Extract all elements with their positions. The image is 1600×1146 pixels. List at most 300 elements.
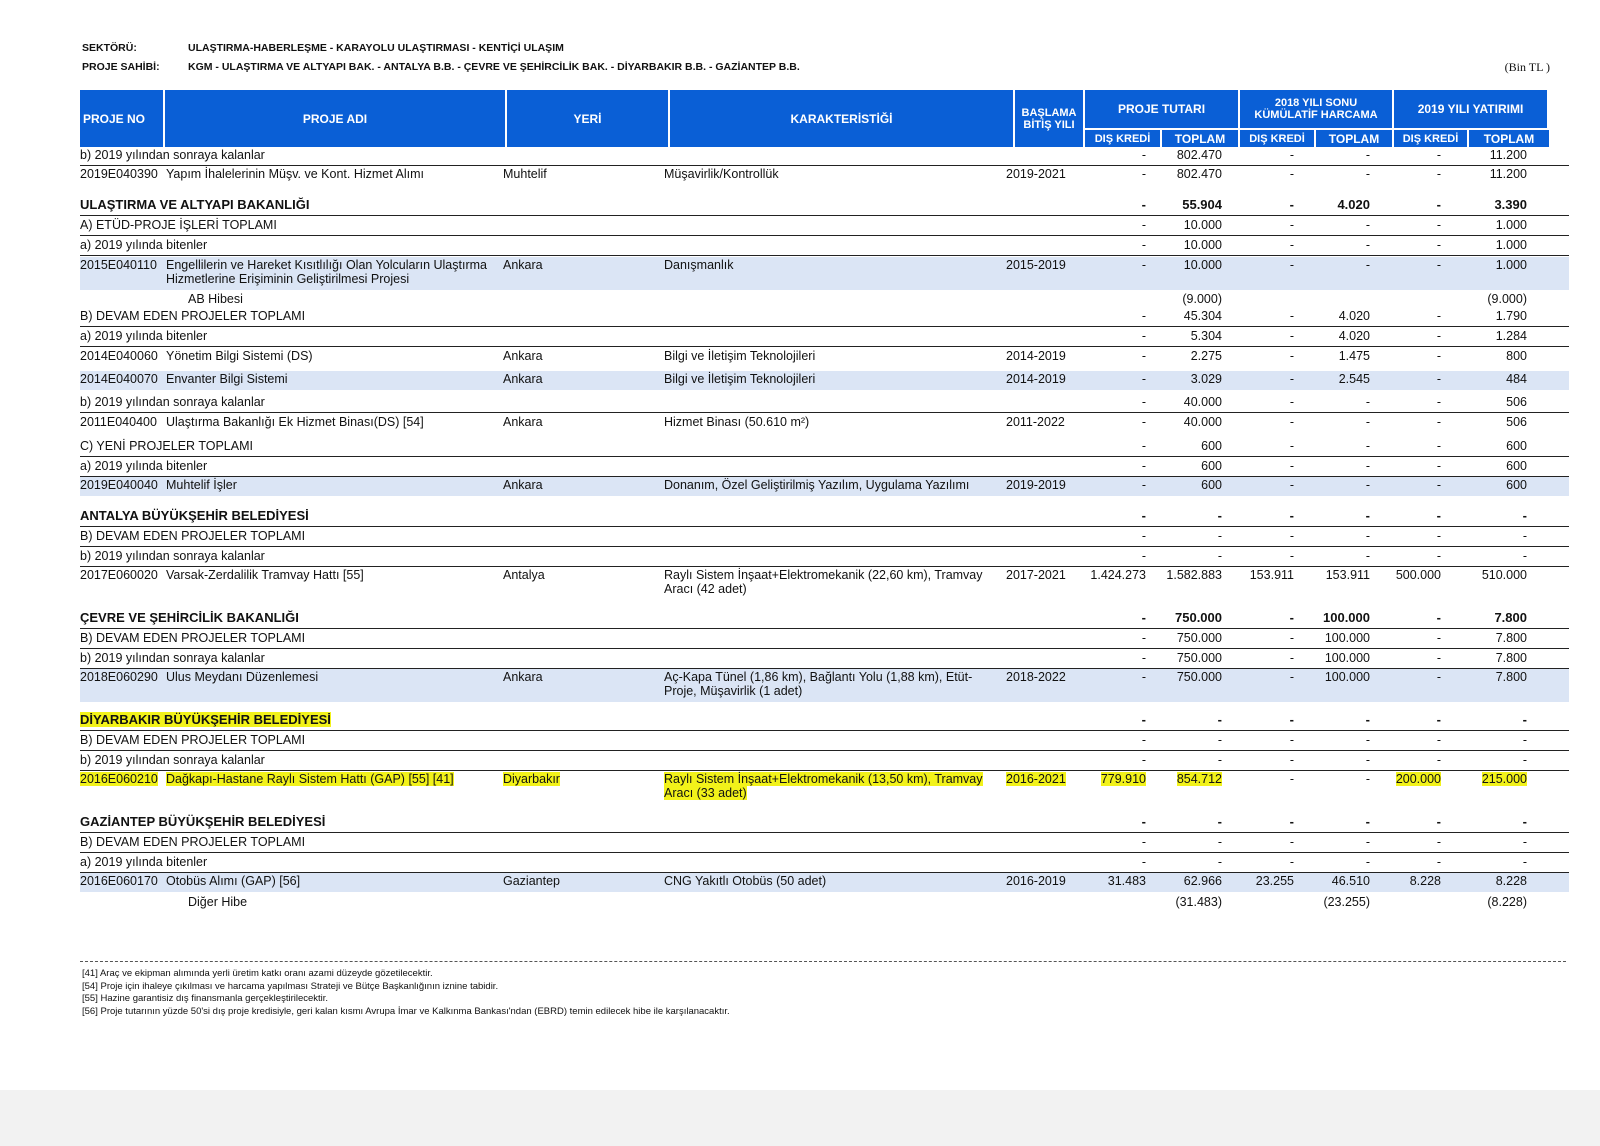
- project-characteristic: Hizmet Binası (50.610 m²): [664, 415, 810, 429]
- value-cell: 11.200: [1489, 167, 1527, 181]
- group-label: b) 2019 yılından sonraya kalanlar: [80, 549, 265, 563]
- value-cell: 3.390: [1494, 197, 1527, 212]
- value-cell: -: [1365, 395, 1370, 409]
- value-cell: -: [1365, 772, 1370, 786]
- value-cell: 1.475: [1338, 349, 1370, 363]
- owner-label: PROJE SAHİBİ:: [82, 61, 160, 73]
- value-cell: -: [1436, 238, 1441, 252]
- project-location: Muhtelif: [503, 167, 547, 181]
- sub-label: Diğer Hibe: [188, 895, 248, 909]
- group-label: a) 2019 yılında bitenler: [80, 329, 208, 343]
- project-characteristic: CNG Yakıtlı Otobüs (50 adet): [664, 874, 827, 888]
- value-cell: -: [1522, 733, 1527, 747]
- value-cell: 750.000: [1176, 631, 1222, 645]
- value-cell: -: [1522, 814, 1527, 829]
- project-name: Ulaştırma Bakanlığı Ek Hizmet Binası(DS) [54]: [166, 415, 424, 429]
- project-years: 2016-2019: [1006, 874, 1066, 888]
- project-no: 2014E040070: [80, 372, 158, 386]
- value-cell: -: [1141, 459, 1146, 473]
- value-cell: 4.020: [1338, 309, 1370, 323]
- value-cell: -: [1436, 733, 1441, 747]
- project-name: Ulus Meydanı Düzenlemesi: [166, 670, 319, 684]
- value-cell: 1.000: [1495, 258, 1527, 272]
- value-cell: -: [1522, 529, 1527, 543]
- value-cell: -: [1217, 529, 1222, 543]
- project-characteristic: Bilgi ve İletişim Teknolojileri: [664, 372, 816, 386]
- value-cell: -: [1436, 835, 1441, 849]
- value-cell: 802.470: [1176, 167, 1222, 181]
- value-cell: 506: [1506, 395, 1527, 409]
- page-bottom-band: [0, 1090, 1600, 1146]
- col-proje-no: PROJE NO: [80, 90, 165, 147]
- project-years: 2019-2021: [1006, 167, 1066, 181]
- value-cell: -: [1289, 549, 1294, 563]
- value-cell: -: [1217, 733, 1222, 747]
- value-cell: -: [1141, 814, 1146, 829]
- group-label: b) 2019 yılından sonraya kalanlar: [80, 395, 265, 409]
- value-cell: 153.911: [1325, 568, 1370, 582]
- table-row: [80, 166, 1569, 185]
- project-years: 2015-2019: [1006, 258, 1066, 272]
- value-cell: 10.000: [1183, 258, 1222, 272]
- value-cell: -: [1436, 218, 1441, 232]
- project-years: 2014-2019: [1006, 349, 1066, 363]
- value-cell: -: [1289, 415, 1294, 429]
- value-cell: 5.304: [1190, 329, 1222, 343]
- value-cell: -: [1141, 148, 1146, 162]
- value-cell: 750.000: [1176, 670, 1222, 684]
- value-cell: 4.020: [1338, 329, 1370, 343]
- value-cell: 2.275: [1190, 349, 1222, 363]
- table-row: [80, 308, 1569, 327]
- value-cell: 7.800: [1494, 610, 1527, 625]
- value-cell: -: [1365, 167, 1370, 181]
- project-name: Engellilerin ve Hareket Kısıtlılığı Olan Yolcuların Ulaştırma Hizmetlerine Erişiminin Geliştirilmesi Projesi: [166, 258, 487, 286]
- project-location: Ankara: [503, 670, 543, 684]
- section-title: GAZİANTEP BÜYÜKŞEHİR BELEDİYESİ: [80, 814, 326, 829]
- value-cell: 750.000: [1176, 651, 1222, 665]
- value-cell: 7.800: [1495, 670, 1527, 684]
- value-cell: -: [1522, 712, 1527, 727]
- value-cell: -: [1522, 508, 1527, 523]
- project-location: Ankara: [503, 349, 543, 363]
- table-row: [80, 752, 1569, 771]
- group-label: b) 2019 yılından sonraya kalanlar: [80, 651, 265, 665]
- group-label: B) DEVAM EDEN PROJELER TOPLAMI: [80, 309, 306, 323]
- group-label: b) 2019 yılından sonraya kalanlar: [80, 148, 265, 162]
- value-cell: 779.910: [1100, 772, 1146, 786]
- value-cell: -: [1217, 814, 1222, 829]
- group-label: C) YENİ PROJELER TOPLAMI: [80, 439, 253, 453]
- project-characteristic: Müşavirlik/Kontrollük: [664, 167, 779, 181]
- value-cell: -: [1436, 439, 1441, 453]
- table-row: [80, 477, 1569, 496]
- project-location: Diyarbakır: [503, 772, 560, 786]
- value-cell: -: [1436, 329, 1441, 343]
- value-cell: -: [1436, 395, 1441, 409]
- owner-value: KGM - ULAŞTIRMA VE ALTYAPI BAK. - ANTALYA B.B. - ÇEVRE VE ŞEHİRCİLİK BAK. - DİYARBAKIR B.B. - GAZİANTEP B.B.: [188, 61, 800, 73]
- value-cell: 2.545: [1338, 372, 1370, 386]
- table-row: [80, 650, 1569, 669]
- value-cell: -: [1436, 610, 1441, 625]
- value-cell: -: [1436, 372, 1441, 386]
- value-cell: -: [1141, 835, 1146, 849]
- footnote-54: [54] Proje için ihaleye çıkılması ve harcama yapılması Strateji ve Bütçe Başkanlığının iznine tabidir.: [82, 980, 499, 992]
- value-cell: -: [1289, 459, 1294, 473]
- value-cell: -: [1141, 349, 1146, 363]
- value-cell: 4.020: [1337, 197, 1370, 212]
- value-cell: -: [1436, 415, 1441, 429]
- value-cell: 8.228: [1409, 874, 1441, 888]
- value-cell: 7.800: [1495, 631, 1527, 645]
- value-cell: -: [1289, 529, 1294, 543]
- value-cell: -: [1141, 218, 1146, 232]
- value-cell: -: [1289, 218, 1294, 232]
- value-cell: -: [1289, 772, 1294, 786]
- col-proje-tutari: PROJE TUTARI: [1085, 90, 1240, 128]
- group-label: a) 2019 yılında bitenler: [80, 459, 208, 473]
- value-cell: -: [1289, 238, 1294, 252]
- value-cell: -: [1436, 855, 1441, 869]
- value-cell: 500.000: [1395, 568, 1441, 582]
- project-characteristic: Aç-Kapa Tünel (1,86 km), Bağlantı Yolu (1,88 km), Etüt-Proje, Müşavirlik (1 adet): [664, 670, 973, 698]
- table-row: [80, 237, 1569, 256]
- table-header: [80, 90, 1549, 147]
- value-cell: 7.800: [1495, 651, 1527, 665]
- value-cell: 750.000: [1175, 610, 1222, 625]
- project-location: Ankara: [503, 478, 543, 492]
- value-cell: -: [1365, 835, 1370, 849]
- footnote-56: [56] Proje tutarının yüzde 50'si dış proje kredisiyle, geri kalan kısmı Avrupa İmar ve Kalkınma Bankası'ndan (EBRD) temin edilecek hibe ile karşılanacaktır.: [82, 1005, 730, 1017]
- footnote-41: [41] Araç ve ekipman alımında yerli üretim katkı oranı azami düzeyde gözetilecektir.: [82, 968, 433, 979]
- col-harcama-toplam: TOPLAM: [1316, 128, 1394, 147]
- value-cell: -: [1289, 148, 1294, 162]
- value-cell: -: [1365, 478, 1370, 492]
- value-cell: -: [1436, 478, 1441, 492]
- value-cell: -: [1365, 238, 1370, 252]
- project-no: 2016E060210: [80, 772, 158, 786]
- value-cell: -: [1217, 549, 1222, 563]
- project-name: Muhtelif İşler: [166, 478, 237, 492]
- group-label: a) 2019 yılında bitenler: [80, 855, 208, 869]
- project-years: 2019-2019: [1006, 478, 1066, 492]
- table-row: [80, 147, 1569, 166]
- value-cell: -: [1141, 529, 1146, 543]
- value-cell: -: [1141, 733, 1146, 747]
- value-cell: 600: [1506, 459, 1527, 473]
- value-cell: 506: [1506, 415, 1527, 429]
- value-cell: 100.000: [1324, 651, 1370, 665]
- project-characteristic: Donanım, Özel Geliştirilmiş Yazılım, Uygulama Yazılımı: [664, 478, 970, 492]
- col-harcama-dis-kredi: DIŞ KREDİ: [1240, 128, 1316, 147]
- project-location: Antalya: [503, 568, 545, 582]
- value-cell: -: [1289, 651, 1294, 665]
- table-row: [80, 348, 1569, 367]
- value-cell: 215.000: [1481, 772, 1527, 786]
- value-cell: -: [1365, 148, 1370, 162]
- value-cell: -: [1141, 855, 1146, 869]
- value-cell: 600: [1506, 478, 1527, 492]
- value-cell: -: [1365, 549, 1370, 563]
- project-name: Envanter Bilgi Sistemi: [166, 372, 288, 386]
- value-cell: 100.000: [1324, 670, 1370, 684]
- section-title: ANTALYA BÜYÜKŞEHİR BELEDİYESİ: [80, 508, 309, 523]
- table-row: [80, 732, 1569, 751]
- value-cell: 3.029: [1190, 372, 1222, 386]
- value-cell: -: [1141, 712, 1146, 727]
- value-cell: -: [1365, 508, 1370, 523]
- table-row: [80, 438, 1569, 457]
- table-row: [80, 854, 1569, 873]
- table-row: [80, 528, 1569, 547]
- value-cell: -: [1522, 549, 1527, 563]
- value-cell: -: [1141, 372, 1146, 386]
- value-cell: -: [1289, 329, 1294, 343]
- value-cell: -: [1436, 309, 1441, 323]
- owner-line: [82, 61, 800, 73]
- value-cell: -: [1522, 753, 1527, 767]
- table-row: [80, 328, 1569, 347]
- value-cell: 1.284: [1495, 329, 1527, 343]
- section-title: ÇEVRE VE ŞEHİRCİLİK BAKANLIĞI: [80, 610, 299, 625]
- value-cell: -: [1289, 197, 1294, 212]
- col-yatirim: 2019 YILI YATIRIMI: [1394, 90, 1549, 128]
- unit-label: (Bin TL ): [1504, 60, 1550, 74]
- value-cell: 600: [1201, 459, 1222, 473]
- value-cell: -: [1436, 651, 1441, 665]
- value-cell: -: [1436, 529, 1441, 543]
- value-cell: -: [1436, 167, 1441, 181]
- project-no: 2016E060170: [80, 874, 158, 888]
- project-no: 2015E040110: [80, 258, 157, 272]
- value-cell: 153.911: [1249, 568, 1294, 582]
- value-cell: -: [1141, 439, 1146, 453]
- value-cell: 23.255: [1255, 874, 1294, 888]
- value-cell: -: [1289, 258, 1294, 272]
- value-cell: -: [1289, 395, 1294, 409]
- project-location: Ankara: [503, 258, 543, 272]
- col-proje-adi: PROJE ADI: [165, 90, 507, 147]
- value-cell: 100.000: [1324, 631, 1370, 645]
- value-cell: -: [1289, 835, 1294, 849]
- project-years: 2018-2022: [1006, 670, 1066, 684]
- value-cell: -: [1289, 814, 1294, 829]
- value-cell: 1.000: [1495, 218, 1527, 232]
- project-location: Ankara: [503, 372, 543, 386]
- table-row: [80, 414, 1569, 433]
- value-cell: -: [1141, 610, 1146, 625]
- value-cell: -: [1436, 148, 1441, 162]
- value-cell: -: [1365, 258, 1370, 272]
- project-no: 2018E060290: [80, 670, 158, 684]
- value-cell: (8.228): [1487, 895, 1527, 909]
- value-cell: 62.966: [1183, 874, 1222, 888]
- table-row: [80, 610, 1569, 629]
- value-cell: (9.000): [1182, 292, 1222, 306]
- project-no: 2019E040390: [80, 167, 158, 181]
- value-cell: -: [1365, 814, 1370, 829]
- value-cell: -: [1289, 439, 1294, 453]
- value-cell: 1.582.883: [1166, 568, 1222, 582]
- value-cell: 600: [1201, 478, 1222, 492]
- footnote-55: [55] Hazine garantisiz dış finansmanla gerçekleştirilecektir.: [82, 993, 329, 1004]
- project-name: Yönetim Bilgi Sistemi (DS): [166, 349, 313, 363]
- footnote-divider: [80, 961, 1566, 962]
- value-cell: -: [1289, 712, 1294, 727]
- value-cell: -: [1289, 167, 1294, 181]
- value-cell: -: [1217, 508, 1222, 523]
- value-cell: -: [1141, 478, 1146, 492]
- value-cell: -: [1436, 631, 1441, 645]
- table-row: [80, 394, 1569, 413]
- value-cell: -: [1436, 814, 1441, 829]
- table-row: [80, 771, 1569, 804]
- value-cell: -: [1436, 670, 1441, 684]
- value-cell: 510.000: [1481, 568, 1527, 582]
- value-cell: 8.228: [1495, 874, 1527, 888]
- value-cell: -: [1365, 439, 1370, 453]
- project-no: 2017E060020: [80, 568, 158, 582]
- value-cell: -: [1217, 835, 1222, 849]
- value-cell: -: [1289, 733, 1294, 747]
- group-label: B) DEVAM EDEN PROJELER TOPLAMI: [80, 631, 306, 645]
- value-cell: -: [1141, 167, 1146, 181]
- project-no: 2014E040060: [80, 349, 158, 363]
- project-years: 2017-2021: [1006, 568, 1066, 582]
- value-cell: -: [1289, 478, 1294, 492]
- section-title: ULAŞTIRMA VE ALTYAPI BAKANLIĞI: [80, 197, 310, 212]
- project-no: 2011E040400: [80, 415, 157, 429]
- value-cell: -: [1289, 309, 1294, 323]
- table-row: [80, 548, 1569, 567]
- table-row: [80, 894, 1569, 913]
- value-cell: 55.904: [1182, 197, 1222, 212]
- table-row: [80, 814, 1569, 833]
- value-cell: -: [1365, 733, 1370, 747]
- footnotes: [82, 968, 730, 1018]
- value-cell: -: [1522, 835, 1527, 849]
- value-cell: -: [1436, 258, 1441, 272]
- value-cell: -: [1436, 508, 1441, 523]
- group-label: b) 2019 yılından sonraya kalanlar: [80, 753, 265, 767]
- value-cell: -: [1436, 753, 1441, 767]
- value-cell: -: [1436, 549, 1441, 563]
- col-karakteristik: KARAKTERİSTİĞİ: [670, 90, 1015, 147]
- project-name: Yapım İhalelerinin Müşv. ve Kont. Hizmet Alımı: [166, 167, 424, 181]
- value-cell: -: [1141, 753, 1146, 767]
- value-cell: -: [1289, 610, 1294, 625]
- value-cell: 1.000: [1495, 238, 1527, 252]
- table-row: [80, 458, 1569, 477]
- sector-line: [82, 42, 564, 54]
- value-cell: -: [1141, 258, 1146, 272]
- group-label: A) ETÜD-PROJE İŞLERİ TOPLAMI: [80, 218, 277, 232]
- value-cell: -: [1141, 415, 1146, 429]
- project-years: 2014-2019: [1006, 372, 1066, 386]
- group-label: B) DEVAM EDEN PROJELER TOPLAMI: [80, 733, 306, 747]
- table-row: [80, 197, 1569, 216]
- value-cell: -: [1141, 508, 1146, 523]
- group-label: B) DEVAM EDEN PROJELER TOPLAMI: [80, 529, 306, 543]
- value-cell: -: [1289, 508, 1294, 523]
- value-cell: 854.712: [1176, 772, 1222, 786]
- value-cell: -: [1365, 415, 1370, 429]
- value-cell: 11.200: [1489, 148, 1527, 162]
- value-cell: -: [1365, 529, 1370, 543]
- value-cell: -: [1365, 712, 1370, 727]
- col-baslama: BAŞLAMA BİTİŞ YILI: [1015, 90, 1085, 147]
- value-cell: -: [1141, 309, 1146, 323]
- value-cell: 31.483: [1107, 874, 1146, 888]
- project-characteristic: Raylı Sistem İnşaat+Elektromekanik (22,60 km), Tramvay Aracı (42 adet): [664, 568, 983, 596]
- value-cell: -: [1141, 670, 1146, 684]
- value-cell: -: [1289, 349, 1294, 363]
- table-row: [80, 567, 1569, 600]
- value-cell: 802.470: [1176, 148, 1222, 162]
- table-row: [80, 508, 1569, 527]
- value-cell: -: [1141, 197, 1146, 212]
- col-yatirim-dis-kredi: DIŞ KREDİ: [1394, 128, 1469, 147]
- project-location: Gaziantep: [503, 874, 560, 888]
- col-yatirim-toplam: TOPLAM: [1469, 128, 1549, 147]
- value-cell: -: [1365, 855, 1370, 869]
- value-cell: -: [1217, 753, 1222, 767]
- project-years: 2011-2022: [1006, 415, 1065, 429]
- project-no: 2019E040040: [80, 478, 158, 492]
- value-cell: 800: [1506, 349, 1527, 363]
- table-row: [80, 257, 1569, 290]
- value-cell: 10.000: [1183, 238, 1222, 252]
- project-characteristic: Raylı Sistem İnşaat+Elektromekanik (13,50 km), Tramvay Aracı (33 adet): [664, 772, 983, 800]
- group-label: B) DEVAM EDEN PROJELER TOPLAMI: [80, 835, 306, 849]
- value-cell: 600: [1201, 439, 1222, 453]
- project-characteristic: Bilgi ve İletişim Teknolojileri: [664, 349, 816, 363]
- value-cell: -: [1289, 855, 1294, 869]
- project-name: Otobüs Alımı (GAP) [56]: [166, 874, 301, 888]
- value-cell: -: [1436, 197, 1441, 212]
- project-name: Varsak-Zerdalilik Tramvay Hattı [55]: [166, 568, 364, 582]
- value-cell: 100.000: [1323, 610, 1370, 625]
- col-harcama: 2018 YILI SONU KÜMÜLATİF HARCAMA: [1240, 90, 1394, 128]
- value-cell: -: [1522, 855, 1527, 869]
- value-cell: -: [1217, 855, 1222, 869]
- value-cell: 46.510: [1331, 874, 1370, 888]
- sub-label: AB Hibesi: [188, 292, 243, 306]
- value-cell: -: [1436, 712, 1441, 727]
- table-row: [80, 371, 1569, 390]
- value-cell: -: [1289, 631, 1294, 645]
- value-cell: -: [1289, 670, 1294, 684]
- value-cell: -: [1365, 753, 1370, 767]
- project-name: Dağkapı-Hastane Raylı Sistem Hattı (GAP) [55] [41]: [166, 772, 454, 786]
- value-cell: -: [1141, 631, 1146, 645]
- table-row: [80, 712, 1569, 731]
- col-tutar-dis-kredi: DIŞ KREDİ: [1085, 128, 1162, 147]
- value-cell: -: [1141, 329, 1146, 343]
- project-location: Ankara: [503, 415, 543, 429]
- value-cell: 200.000: [1395, 772, 1441, 786]
- value-cell: (9.000): [1487, 292, 1527, 306]
- table-row: [80, 291, 1569, 308]
- table-row: [80, 217, 1569, 236]
- value-cell: -: [1217, 712, 1222, 727]
- value-cell: 600: [1506, 439, 1527, 453]
- sector-label: SEKTÖRÜ:: [82, 42, 137, 54]
- project-characteristic: Danışmanlık: [664, 258, 734, 272]
- value-cell: -: [1436, 459, 1441, 473]
- value-cell: 10.000: [1183, 218, 1222, 232]
- col-yeri: YERİ: [507, 90, 670, 147]
